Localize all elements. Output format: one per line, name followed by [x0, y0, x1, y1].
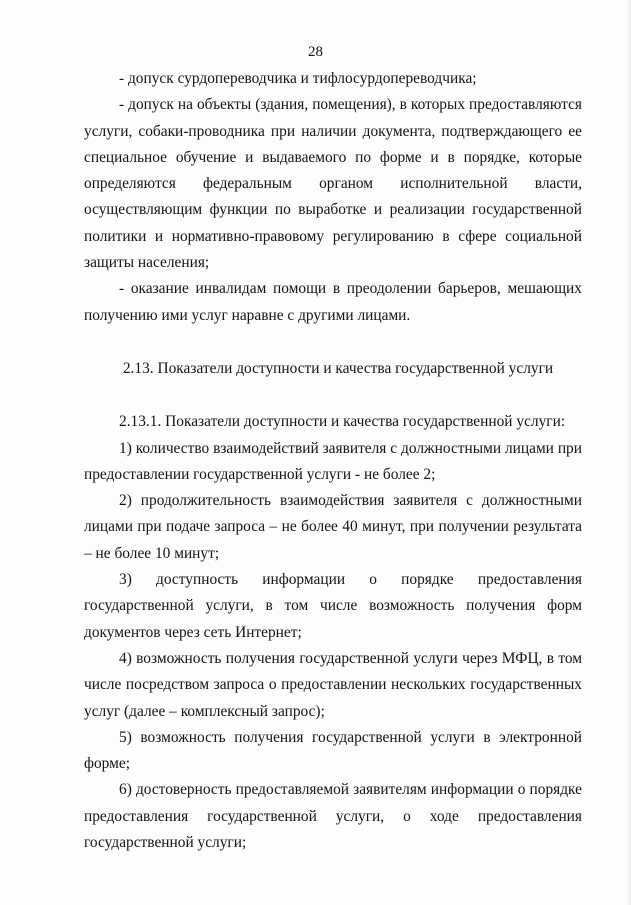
document-body — [84, 66, 582, 856]
list-item: 2) продолжительность взаимодействия заявителя с должностными лицами при подаче запроса – не более 40 минут, при получении результата – не более 10 минут; — [84, 492, 582, 562]
list-item: 1) количество взаимодействий заявителя с должностными лицами при предоставлении государственной услуги - не более 2; — [84, 439, 582, 483]
section-heading: 2.13. Показатели доступности и качества государственной услуги — [122, 359, 554, 377]
paragraph: 2.13.1. Показатели доступности и качества государственной услуги: — [119, 413, 566, 431]
paragraph: - допуск на объекты (здания, помещения), в которых предоставляются услуги, собаки-проводника при наличии документа, подтверждающего ее специальное обучение и выдаваемого по форме и в порядке, которые определяются федеральным органом исполнительной власти, осуществляющим функции по выработке и реализации государственной политики и нормативно-правовому регулированию в сфере социальной защиты населения; — [84, 96, 582, 272]
list-item: 3) доступность информации о порядке предоставления государственной услуги, в том числе возможность получения форм документов через сеть Интернет; — [84, 571, 582, 641]
list-item: 5) возможность получения государственной услуги в электронной форме; — [84, 728, 582, 773]
scan-edge-shadow — [627, 0, 631, 905]
list-item: 6) достоверность предоставляемой заявителям информации о порядке предоставления государственной услуги, о ходе предоставления государственной услуги; — [84, 781, 582, 852]
page-number: 28 — [308, 44, 323, 60]
paragraph: - допуск сурдопереводчика и тифлосурдопереводчика; — [119, 70, 477, 87]
list-item: 4) возможность получения государственной услуги через МФЦ, в том числе посредством запроса о предоставлении нескольких государственных услуг (далее – комплексный запрос); — [84, 649, 582, 720]
paragraph: - оказание инвалидам помощи в преодолении барьеров, мешающих получению ими услуг наравне с другими лицами. — [84, 280, 582, 324]
